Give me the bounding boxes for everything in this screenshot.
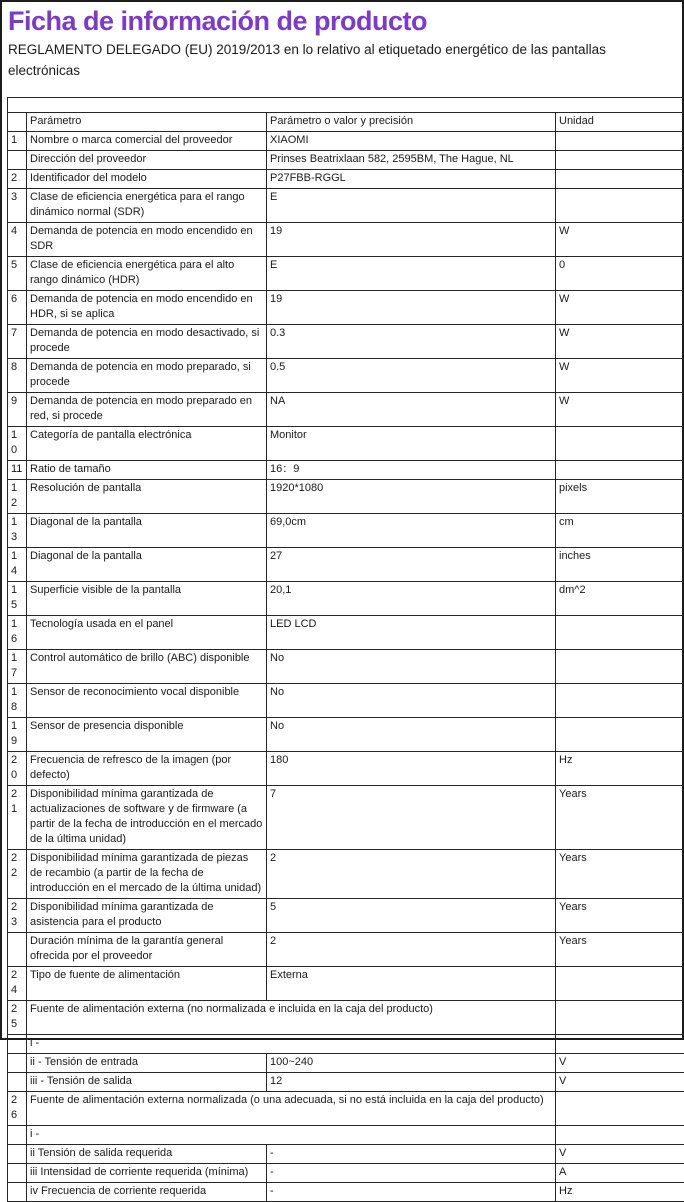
value-cell: 16：9 [267,460,556,479]
parameter-cell: Diagonal de la pantalla [27,513,267,547]
row-number-cell [8,1125,27,1144]
parameter-cell: Ratio de tamaño [27,460,267,479]
row-number-cell [8,1053,27,1072]
row-number-cell: 10 [8,426,27,460]
header-unit: Unidad [556,112,684,131]
value-cell: NA [267,392,556,426]
page-title: Ficha de información de producto [8,6,681,37]
value-cell: 7 [267,785,556,849]
unit-cell: dm^2 [556,581,684,615]
row-number-cell: 23 [8,898,27,932]
value-cell: 0.5 [267,358,556,392]
table-header-row [8,112,684,131]
row-number-cell: 24 [8,966,27,1000]
unit-cell [556,460,684,479]
table-row [8,290,684,324]
table-row [8,581,684,615]
row-number-cell: 26 [8,1091,27,1125]
value-cell: 0.3 [267,324,556,358]
row-number-cell [8,1072,27,1091]
value-cell: 2 [267,849,556,898]
unit-cell: Hz [556,751,684,785]
unit-cell: W [556,358,684,392]
table-row [8,683,684,717]
unit-cell: W [556,290,684,324]
table-row [8,1125,684,1144]
product-spec-table [7,97,684,1202]
unit-cell [556,966,684,1000]
row-number-cell: 2 [8,169,27,188]
table-row [8,479,684,513]
parameter-cell: ii - Tensión de entrada [27,1053,267,1072]
table-row [8,932,684,966]
unit-cell: pixels [556,479,684,513]
parameter-cell: Fuente de alimentación externa (no normalizada e incluida en la caja del producto) [27,1000,556,1034]
parameter-cell: Control automático de brillo (ABC) disponible [27,649,267,683]
parameter-cell: Tecnología usada en el panel [27,615,267,649]
parameter-cell: Dirección del proveedor [27,150,267,169]
parameter-cell: Clase de eficiencia energética para el alto rango dinámico (HDR) [27,256,267,290]
unit-cell: Years [556,898,684,932]
table-row [8,513,684,547]
parameter-cell: Demanda de potencia en modo encendido en HDR, si se aplica [27,290,267,324]
table-row [8,358,684,392]
value-cell: 2 [267,932,556,966]
value-cell: 180 [267,751,556,785]
row-number-cell: 11 [8,460,27,479]
value-cell: Externa [267,966,556,1000]
unit-cell: W [556,392,684,426]
table-row [8,169,684,188]
parameter-cell: Nombre o marca comercial del proveedor [27,131,267,150]
value-cell: - [267,1163,556,1182]
value-cell: P27FBB-RGGL [267,169,556,188]
unit-cell: W [556,222,684,256]
row-number-cell: 9 [8,392,27,426]
unit-cell: V [556,1053,684,1072]
header-value-precision: Parámetro o valor y precisión [267,112,556,131]
unit-cell [556,169,684,188]
parameter-cell: Disponibilidad mínima garantizada de actualizaciones de software y de firmware (a partir de la fecha de introducción en el mercado de la última unidad) [27,785,267,849]
value-cell: LED LCD [267,615,556,649]
unit-cell [556,188,684,222]
table-row [8,1000,684,1034]
value-cell: 100~240 [267,1053,556,1072]
unit-cell: Years [556,785,684,849]
parameter-cell: Frecuencia de refresco de la imagen (por defecto) [27,751,267,785]
parameter-cell: Demanda de potencia en modo preparado, si procede [27,358,267,392]
parameter-cell: iv Frecuencia de corriente requerida [27,1182,267,1201]
value-cell: No [267,649,556,683]
table-empty-top-row [8,97,684,112]
value-cell: Prinses Beatrixlaan 582, 2595BM, The Hague, NL [267,150,556,169]
unit-cell: A [556,1163,684,1182]
row-number-cell [8,932,27,966]
value-cell: Monitor [267,426,556,460]
table-row [8,1034,684,1053]
parameter-cell: Superficie visible de la pantalla [27,581,267,615]
row-number-cell: 19 [8,717,27,751]
parameter-cell: Diagonal de la pantalla [27,547,267,581]
table-row [8,222,684,256]
parameter-cell: Duración mínima de la garantía general ofrecida por el proveedor [27,932,267,966]
unit-cell: V [556,1144,684,1163]
parameter-cell: i - [27,1125,556,1144]
parameter-cell: Fuente de alimentación externa normalizada (o una adecuada, si no está incluida en la caja del producto) [27,1091,556,1125]
table-row [8,1182,684,1201]
unit-cell [556,615,684,649]
table-row [8,426,684,460]
value-cell: 5 [267,898,556,932]
row-number-cell [8,1182,27,1201]
table-row [8,1144,684,1163]
product-information-sheet [2,2,682,1202]
unit-cell [556,717,684,751]
value-cell: 20,1 [267,581,556,615]
parameter-cell: iii - Tensión de salida [27,1072,267,1091]
row-number-cell: 15 [8,581,27,615]
parameter-cell: Demanda de potencia en modo desactivado, si procede [27,324,267,358]
unit-cell: Years [556,849,684,898]
row-number-cell [8,1163,27,1182]
row-number-cell [8,1034,27,1053]
table-row [8,1072,684,1091]
unit-cell [556,426,684,460]
value-cell: 27 [267,547,556,581]
parameter-cell: Disponibilidad mínima garantizada de asistencia para el producto [27,898,267,932]
parameter-cell: ii Tensión de salida requerida [27,1144,267,1163]
value-cell: 69,0cm [267,513,556,547]
regulation-subtitle: REGLAMENTO DELEGADO (EU) 2019/2013 en lo relativo al etiquetado energético de las pantallas electrónicas [8,40,656,82]
row-number-cell: 3 [8,188,27,222]
row-number-cell [8,1144,27,1163]
row-number-cell: 13 [8,513,27,547]
parameter-cell: Demanda de potencia en modo preparado en red, si procede [27,392,267,426]
table-row [8,256,684,290]
row-number-cell: 14 [8,547,27,581]
row-number-cell: 8 [8,358,27,392]
parameter-cell: iii Intensidad de corriente requerida (mínima) [27,1163,267,1182]
unit-cell [556,1125,684,1144]
value-cell: - [267,1144,556,1163]
value-cell: XIAOMI [267,131,556,150]
table-row [8,460,684,479]
unit-cell: Years [556,932,684,966]
table-row [8,717,684,751]
row-number-cell: 1 [8,131,27,150]
row-number-cell: 22 [8,849,27,898]
table-row [8,849,684,898]
parameter-cell: Categoría de pantalla electrónica [27,426,267,460]
value-cell: 1920*1080 [267,479,556,513]
row-number-cell: 6 [8,290,27,324]
row-number-cell: 5 [8,256,27,290]
empty-cell [8,97,684,112]
value-cell: 19 [267,222,556,256]
unit-cell [556,649,684,683]
parameter-cell: Demanda de potencia en modo encendido en SDR [27,222,267,256]
header-row-number [8,112,27,131]
table-row [8,615,684,649]
unit-cell [556,150,684,169]
row-number-cell: 7 [8,324,27,358]
parameter-cell: Tipo de fuente de alimentación [27,966,267,1000]
header-parameter: Parámetro [27,112,267,131]
table-row [8,966,684,1000]
parameter-cell: Sensor de reconocimiento vocal disponible [27,683,267,717]
unit-cell [556,131,684,150]
parameter-cell: Clase de eficiencia energética para el rango dinámico normal (SDR) [27,188,267,222]
table-row [8,649,684,683]
row-number-cell: 12 [8,479,27,513]
unit-cell [556,1091,684,1125]
table-row [8,751,684,785]
row-number-cell: 20 [8,751,27,785]
table-row [8,1091,684,1125]
table-row [8,324,684,358]
table-row [8,547,684,581]
unit-cell [556,1034,684,1053]
parameter-cell: Resolución de pantalla [27,479,267,513]
value-cell: 12 [267,1072,556,1091]
table-row [8,188,684,222]
parameter-cell: Sensor de presencia disponible [27,717,267,751]
unit-cell: V [556,1072,684,1091]
row-number-cell: 18 [8,683,27,717]
row-number-cell: 4 [8,222,27,256]
parameter-cell: i - [27,1034,556,1053]
value-cell: 19 [267,290,556,324]
value-cell: No [267,683,556,717]
value-cell: E [267,188,556,222]
value-cell: No [267,717,556,751]
row-number-cell: 17 [8,649,27,683]
unit-cell: W [556,324,684,358]
row-number-cell: 21 [8,785,27,849]
table-row [8,150,684,169]
table-row [8,1053,684,1072]
value-cell: - [267,1182,556,1201]
row-number-cell [8,150,27,169]
row-number-cell: 16 [8,615,27,649]
table-row [8,898,684,932]
row-number-cell: 25 [8,1000,27,1034]
unit-cell: 0 [556,256,684,290]
table-row [8,392,684,426]
unit-cell: inches [556,547,684,581]
value-cell: E [267,256,556,290]
parameter-cell: Disponibilidad mínima garantizada de piezas de recambio (a partir de la fecha de introducción en el mercado de la última unidad) [27,849,267,898]
unit-cell [556,1000,684,1034]
table-row [8,131,684,150]
parameter-cell: Identificador del modelo [27,169,267,188]
unit-cell [556,683,684,717]
table-row [8,1163,684,1182]
table-row [8,785,684,849]
unit-cell: Hz [556,1182,684,1201]
unit-cell: cm [556,513,684,547]
